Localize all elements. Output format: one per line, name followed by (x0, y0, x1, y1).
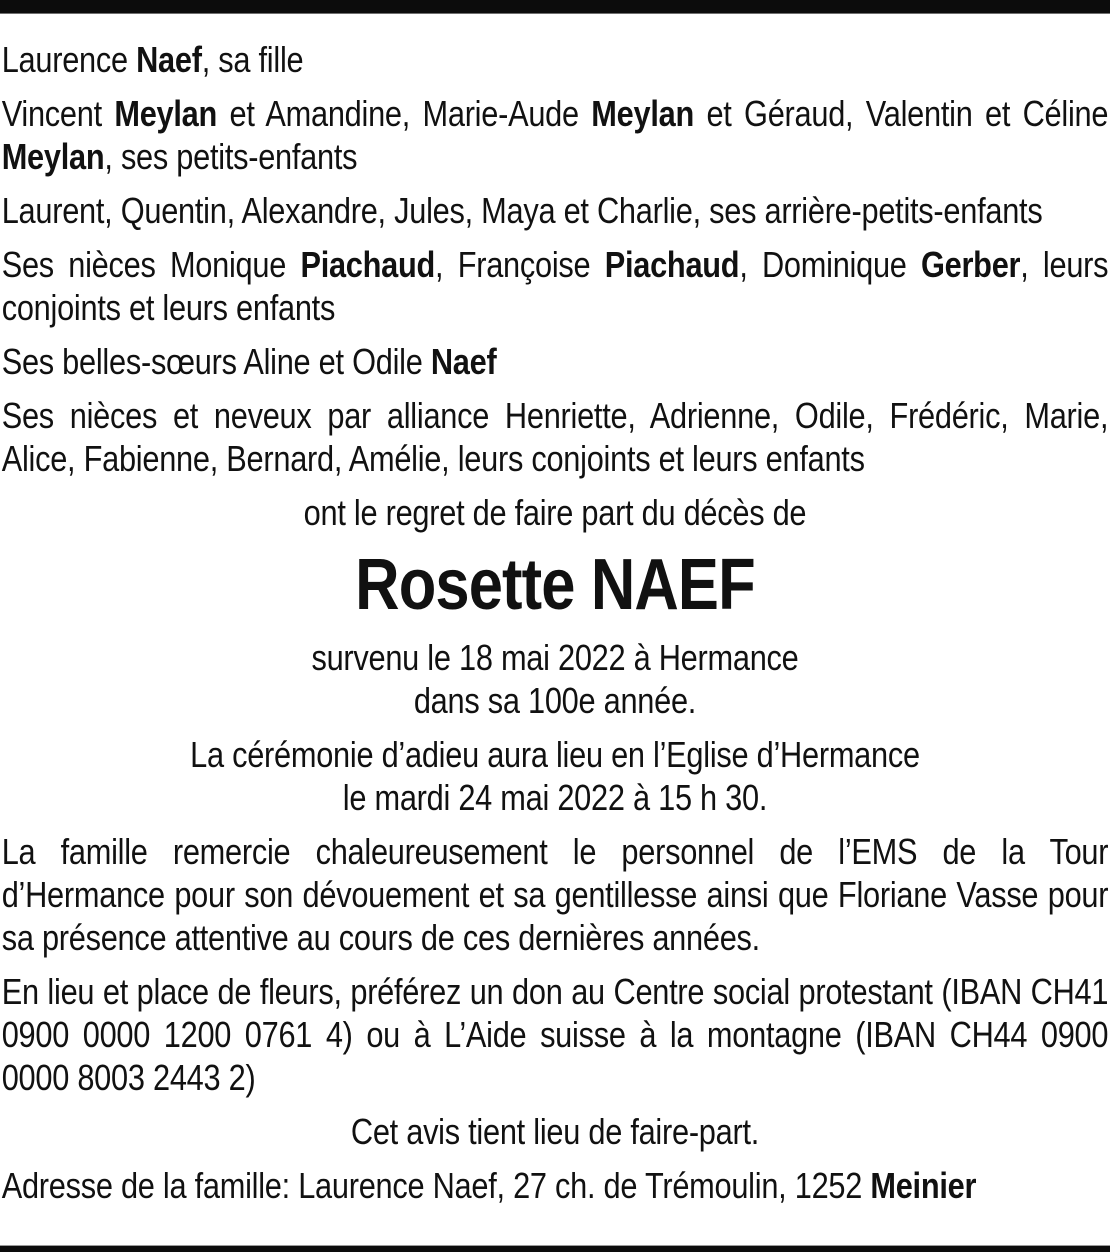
family-address (2, 1164, 1109, 1207)
plain-text: Laurence (1, 39, 137, 80)
closing-line: Cet avis tient lieu de faire-part. (350, 1111, 760, 1152)
donations-paragraph: En lieu et place de fleurs, préférez un don au Centre social protestant (IBAN CH41 0900 0000 1200 0761 4) ou à L’Aide suisse à la montagne (IBAN CH44 0900 0000 8003 2443 2) (1, 971, 1109, 1098)
ceremony-line-1: La cérémonie d’adieu aura lieu en l’Eglise d’Hermance (190, 734, 920, 775)
ceremony-info (2, 733, 1109, 819)
family-line-sisters-in-law (2, 340, 1109, 383)
plain-text: , ses petits-enfants (104, 136, 358, 177)
plain-text: Ses nièces Monique (1, 244, 301, 285)
plain-text: et Géraud, Valentin et Céline (693, 93, 1109, 134)
death-info-line-2: dans sa 100e année. (413, 680, 697, 721)
plain-text: Ses belles-sœurs Aline et Odile (1, 341, 431, 382)
death-info (2, 636, 1109, 722)
bold-name-text: Gerber (920, 244, 1021, 285)
bold-name-text: Naef (136, 39, 202, 80)
thanks-paragraph: La famille remercie chaleureusement le personnel de l’EMS de la Tour d’Hermance pour son dévouement et sa gentillesse ainsi que Floriane Vasse pour sa présence attentive au cours de ces dernières années. (1, 831, 1109, 958)
family-line-great-grandchildren (2, 189, 1109, 232)
bold-name-text: Meylan (114, 93, 218, 134)
intro-line: ont le regret de faire part du décès de (303, 492, 807, 533)
bold-name-text: Meinier (870, 1165, 977, 1206)
bottom-rule-bar (0, 1245, 1110, 1252)
plain-text: , leurs conjoints et leurs enfants (1, 244, 1109, 328)
plain-text: Adresse de la famille: Laurence Naef, 27 ch. de Trémoulin, 1252 (1, 1165, 871, 1206)
top-rule-bar (0, 0, 1110, 14)
family-line-daughter (2, 38, 1109, 81)
plain-text: , Dominique (739, 244, 921, 285)
plain-text: Ses nièces et neveux par alliance Henriette, Adrienne, Odile, Frédéric, Marie, Alice, Fabienne, Bernard, Amélie, leurs conjoints et leurs enfants (1, 395, 1109, 479)
bold-name-text: Meylan (591, 93, 694, 134)
notice-content (0, 14, 1110, 1218)
bold-name-text: Meylan (1, 136, 105, 177)
ceremony-line-2: le mardi 24 mai 2022 à 15 h 30. (342, 777, 768, 818)
plain-text: , sa fille (201, 39, 304, 80)
bold-name-text: Piachaud (604, 244, 740, 285)
deceased-name: Rosette NAEF (355, 545, 755, 625)
bold-name-text: Piachaud (300, 244, 436, 285)
plain-text: , Françoise (435, 244, 605, 285)
plain-text: Vincent (1, 93, 115, 134)
bold-name-text: Naef (430, 341, 497, 382)
death-info-line-1: survenu le 18 mai 2022 à Hermance (311, 637, 799, 678)
family-line-nieces-nephews-alliance (2, 394, 1109, 480)
family-line-nieces (2, 243, 1109, 329)
plain-text: Laurent, Quentin, Alexandre, Jules, Maya et Charlie, ses arrière-petits-enfants (1, 190, 1043, 231)
plain-text: et Amandine, Marie-Aude (217, 93, 592, 134)
family-line-grandchildren (2, 92, 1109, 178)
